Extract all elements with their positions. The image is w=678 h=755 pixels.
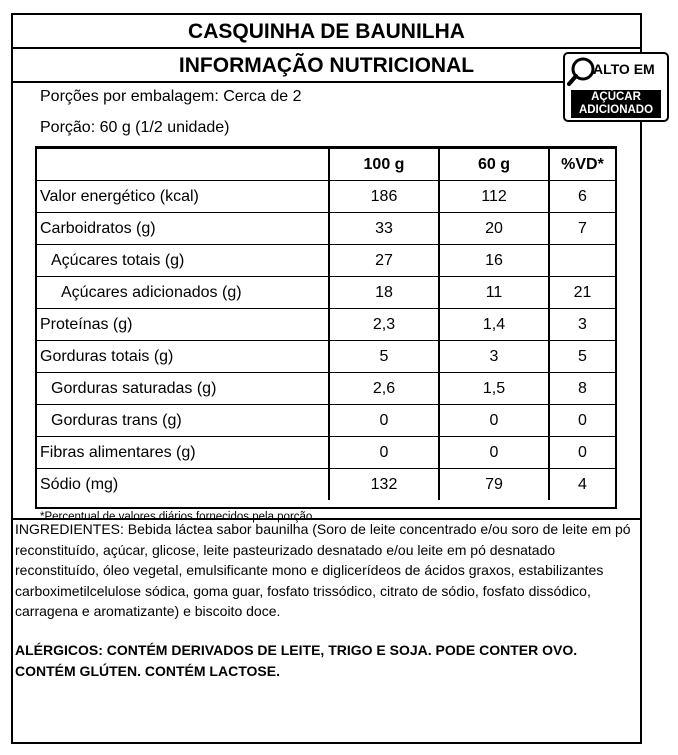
table-row (37, 277, 615, 309)
table-row (37, 373, 615, 405)
value-vd: 4 (549, 469, 615, 501)
value-60g: 11 (439, 277, 549, 309)
column-header-label (37, 149, 329, 181)
row-label: Açúcares totais (g) (37, 245, 329, 277)
value-100g: 18 (329, 277, 439, 309)
table-row (37, 469, 615, 501)
table-row (37, 405, 615, 437)
row-label: Carboidratos (g) (37, 213, 329, 245)
value-60g: 16 (439, 245, 549, 277)
value-vd: 8 (549, 373, 615, 405)
value-vd: 21 (549, 277, 615, 309)
column-header-100g: 100 g (329, 149, 439, 181)
table-row (37, 437, 615, 469)
table-title: INFORMAÇÃO NUTRICIONAL (13, 49, 640, 83)
value-vd: 0 (549, 405, 615, 437)
table-row (37, 341, 615, 373)
value-100g: 33 (329, 213, 439, 245)
row-label: Valor energético (kcal) (37, 181, 329, 213)
row-label: Açúcares adicionados (g) (37, 277, 329, 309)
nutrition-label (11, 13, 642, 744)
value-100g: 27 (329, 245, 439, 277)
table-row (37, 245, 615, 277)
value-60g: 79 (439, 469, 549, 501)
table-row (37, 181, 615, 213)
value-60g: 1,5 (439, 373, 549, 405)
column-header-vd: %VD* (549, 149, 615, 181)
ingredients-text: INGREDIENTES: Bebida láctea sabor baunilha (Soro de leite concentrado e/ou soro de leite em pó reconstituído, açúcar, glicose, leite pasteurizado desnatado e/ou leite em pó desnatado reconstituído, óleo vegetal, emulsificante mono e diglicerídeos de ácidos graxos, estabilizantes carboximetilcelulose sódica, goma guar, fosfato trissódico, citrato de sódio, fosfato dissódico, carragena e aromatizante) e biscoito doce. (15, 521, 631, 619)
table-row (37, 213, 615, 245)
value-100g: 2,6 (329, 373, 439, 405)
value-100g: 5 (329, 341, 439, 373)
row-label: Gorduras totais (g) (37, 341, 329, 373)
seal-nutrient-line2: ADICIONADO (578, 104, 654, 116)
value-60g: 1,4 (439, 309, 549, 341)
seal-top-text: ALTO EM (593, 61, 655, 77)
seal-nutrient-box (571, 90, 661, 118)
allergens-text: ALÉRGICOS: CONTÉM DERIVADOS DE LEITE, TRIGO E SOJA. PODE CONTER OVO. CONTÉM GLÚTEN. CONTÉM LACTOSE. (15, 642, 578, 679)
value-100g: 0 (329, 405, 439, 437)
vd-footnote: *Percentual de valores diários fornecidos pela porção (40, 511, 313, 523)
high-sugar-seal (563, 52, 669, 122)
servings-per-package: Porções por embalagem: Cerca de 2 (40, 88, 302, 105)
table-header-row (37, 149, 615, 181)
nutrition-table (37, 149, 615, 500)
value-60g: 112 (439, 181, 549, 213)
value-vd: 6 (549, 181, 615, 213)
value-100g: 2,3 (329, 309, 439, 341)
value-100g: 186 (329, 181, 439, 213)
value-vd: 5 (549, 341, 615, 373)
value-vd: 0 (549, 437, 615, 469)
value-60g: 0 (439, 405, 549, 437)
value-100g: 0 (329, 437, 439, 469)
row-label: Gorduras trans (g) (37, 405, 329, 437)
row-label: Sódio (mg) (40, 475, 119, 493)
product-name: CASQUINHA DE BAUNILHA (13, 15, 640, 49)
row-label: Fibras alimentares (g) (37, 437, 329, 469)
value-60g: 20 (439, 213, 549, 245)
value-vd (549, 245, 615, 277)
value-vd: 7 (549, 213, 615, 245)
row-label: Proteínas (g) (37, 309, 329, 341)
value-60g: 0 (439, 437, 549, 469)
column-header-60g: 60 g (439, 149, 549, 181)
portion-size: Porção: 60 g (1/2 unidade) (40, 119, 230, 136)
value-100g: 132 (329, 469, 439, 501)
row-label: Gorduras saturadas (g) (37, 373, 329, 405)
value-60g: 3 (439, 341, 549, 373)
table-row (37, 309, 615, 341)
value-vd: 3 (549, 309, 615, 341)
seal-nutrient-line1: AÇÚCAR (591, 91, 641, 103)
